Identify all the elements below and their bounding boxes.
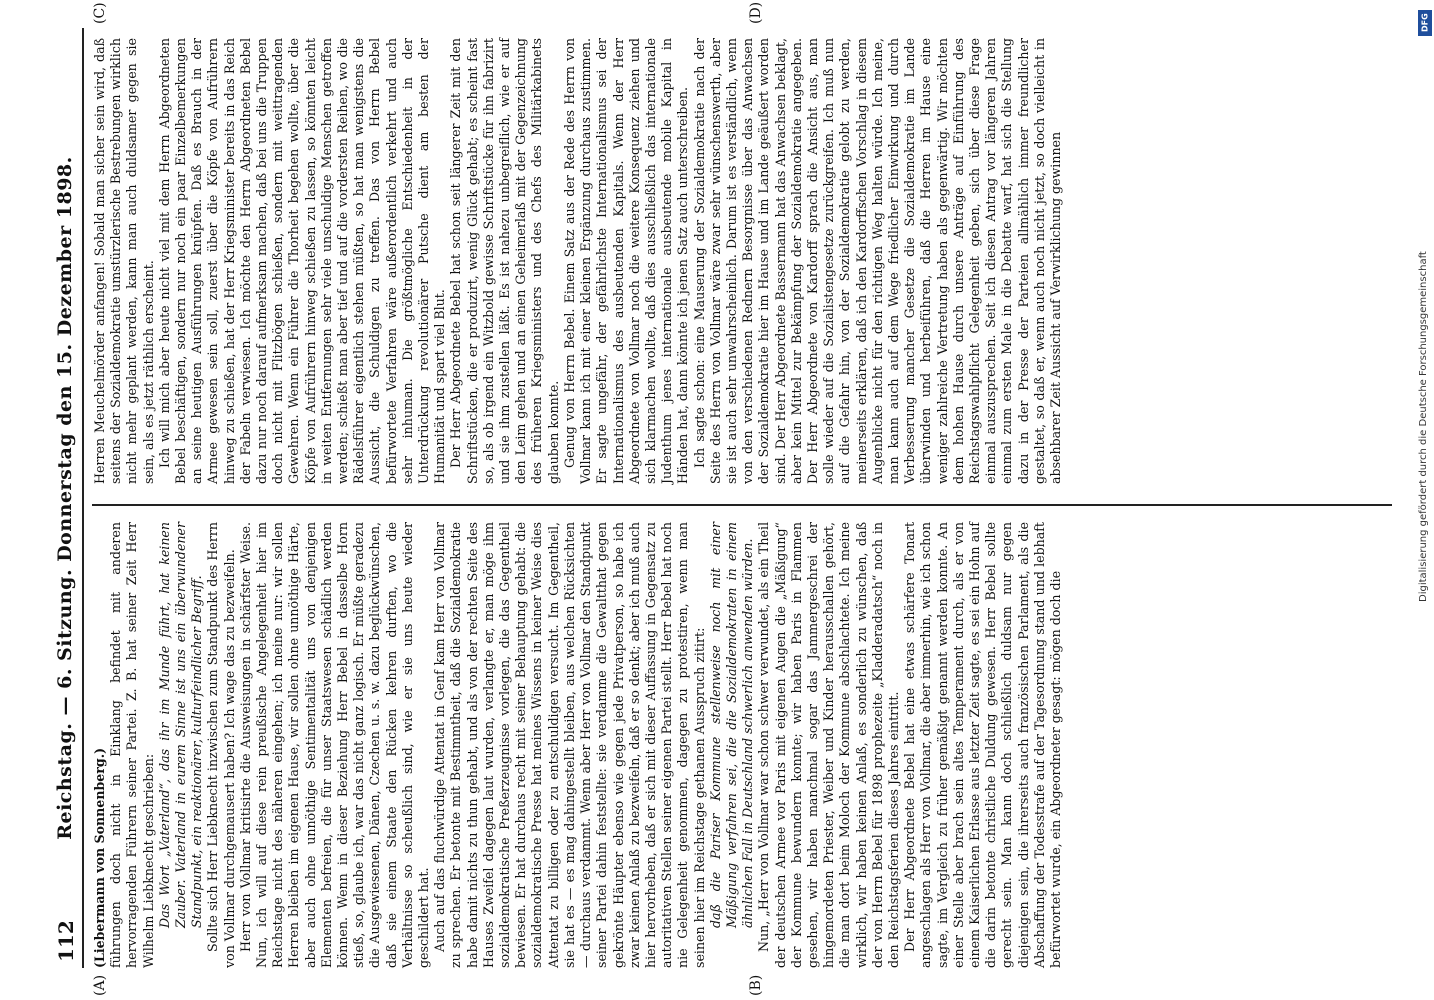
- paragraph: Nun, „Herr von Vollmar war schon schwer verwundet, als ein Theil der deutschen Armee vor Paris mit eigenen Augen die „Mäßigung“ der Kommune bewundern konnte; wir haben Paris in Flammen gesehen, wir haben manchmal sogar das Jammergeschrei der hingemordeten Priester, Weiber und Kinder herausschallen gehört, die man dort beim Moloch der Kommune abschlachtete. Ich meine wirklich, wir haben keinen Anlaß, es sonderlich zu wünschen, daß der von Herrn Bebel für 1898 prophezeite „Kladderadatsch“ noch in den Reichstagsferien dieses Jahres eintritt.: [756, 522, 901, 968]
- paragraph: Herr von Vollmar kritisirte die Ausweisungen in schärfster Weise. Nun, ich will auf diese rein preußische Angelegenheit hier im Reichstage nicht des näheren eingehen; ich meine nur: wir sollen Herren bleiben im eigenen Hause, wir sollen ohne unnöthige Härte, aber auch ohne unnöthige Sentimentalität uns von denjenigen Elementen befreien, die für unser Staatswesen schädlich werden können. Wenn in dieser Beziehung Herr Bebel in dasselbe Horn stieß, so, glaube ich, war das nicht ganz logisch. Er müßte geradezu die Ausgewiesenen, Dänen, Czechen u. s. w. dazu beglückwünschen, daß sie einem Staate den Rücken kehren durften, wo die Verhältnisse so scheußlich sind, wie er sie uns heute wieder geschildert hat.: [237, 522, 432, 968]
- paragraph: Der Herr Abgeordnete Bebel hat schon seit längerer Zeit mit den Schriftstücken, die er produzirt, wenig Glück gehabt; es scheint fast so, als ob irgend ein Witzbold gewisse Schriftstücke für ihn fabrizirt und sie ihm zustellen läßt. Es ist nahezu unbegreiflich, wie er auf den Leim gehen und an einen Geheimerlaß mit der Gegenzeichnung des früheren Kriegsministers und des Chefs des Militärkabinets glauben konnte.: [448, 38, 561, 484]
- margin-marker-b: (B): [748, 974, 764, 996]
- paragraph: Der Herr Abgeordnete Bebel hat eine etwas schärfere Tonart angeschlagen als Herr von Vollmar, die aber immerhin, wie ich schon sagte, im Vergleich zu früher gemäßigt genannt werden konnte. An einer Stelle aber brach sein altes Temperament durch, als er von einem Kaiserlichen Erlasse aus letzter Zeit sagte, es sei ein Hohn auf die darin betonte christliche Duldung gewesen. Herr Bebel sollte gerecht sein. Man kann doch schließlich duldsam nur gegen diejenigen sein, die ihrerseits auch französischen Parlament, als die Abschaffung der Todesstrafe auf der Tagesordnung stand und lebhaft befürwortet wurde, ein Abgeordneter gesagt: mögen doch die: [902, 522, 1063, 968]
- watermark-text: Digitalisierung gefördert durch die Deutsche Forschungsgemeinschaft: [1418, 251, 1429, 602]
- page-header: [48, 28, 84, 968]
- paragraph: Ich sagte schon: eine Mauserung der Sozialdemokratie nach der Seite des Herrn von Vollmar wäre zwar sehr wünschenswerth, aber sie ist auch sehr unwahrscheinlich. Darum ist es verständlich, wenn von den verschiedenen Rednern Besorgnisse über das Anwachsen der Sozialdemokratie hier im Hause und im Lande geäußert worden sind. Der Herr Abgeordnete Bassermann hat das Anwachsen beklagt, aber kein Mittel zur Bekämpfung der Sozialdemokratie angegeben. Der Herr Abgeordnete von Kardorff sprach die Ansicht aus, man solle wieder auf die Sozialistengesetze zurückgreifen. Ich muß nun auf die Gefahr hin, von der Sozialdemokratie gelobt zu werden, meinerseits erklären, daß ich den Kardorffschen Vorschlag in diesem Augenblicke nicht für den richtigen Weg halten würde. Ich meine, man kann auch auf dem Wege friedlicher Einwirkung und durch Verbesserung mancher Gesetze die Sozialdemokratie im Lande überwinden und herbeiführen, daß die Herren im Hause eine weniger zahlreiche Vertretung haben als gegenwärtig. Wir möchten dem hohen Hause durch unsere Anträge auf Einführung des Reichstagswahlpflicht Gelegenheit geben, sich über diese Frage einmal auszusprechen. Seit ich diesen Antrag vor längeren Jahren einmal zum ersten Male in die Debatte warf, hat sich die Stellung dazu in der Presse der Parteien allmählich immer freundlicher gestaltet, so daß er, wenn auch noch nicht jetzt, so doch vielleicht in absehbarer Zeit Aussicht auf Verwirklichung gewinnen: [691, 38, 1063, 484]
- paragraph: Sollte sich Herr Liebknecht inzwischen zum Standpunkt des Herrn von Vollmar durchgemausert haben? Ich wage das zu bezweifeln.: [205, 522, 237, 968]
- paragraph: Auch auf das fluchwürdige Attentat in Genf kam Herr von Vollmar zu sprechen. Er betonte mit Bestimmtheit, daß die Sozialdemokratie habe damit nichts zu thun gehabt, und als von der rechten Seite des Hauses Zweifel dagegen laut wurden, verlangte er, man möge ihm sozialdemokratische Preßerzeugnisse vorlegen, die das Gegentheil bewiesen. Er hat durchaus recht mit seiner Behauptung gehabt: die sozialdemokratische Presse hat meines Wissens in keiner Weise dies Attentat zu billigen oder zu entschuldigen versucht. Im Gegentheil, sie hat es — es mag dahingestellt bleiben, aus welchen Rücksichten — durchaus verdammt. Wenn aber Herr von Vollmar den Standpunkt seiner Partei dahin feststellte: sie verdamme die Gewaltthat gegen gekrönte Häupter ebenso wie gegen jede Privatperson, so habe ich zwar keinen Anlaß zu bezweifeln, daß er so denkt; aber ich muß auch hier hervorheben, daß er sich mit dieser Auffassung in Gegensatz zu autoritativen Stellen seiner eigenen Partei stellt. Herr Bebel hat noch nie Gelegenheit genommen, dagegen zu protestiren, wenn man seinen hier im Reichstage gethanen Ausspruch zitirt:: [432, 522, 707, 968]
- right-column: [92, 38, 1392, 484]
- margin-marker-d: (D): [748, 1, 764, 24]
- margin-marker-a: (A): [92, 974, 108, 996]
- paragraph: Das Wort „Vaterland“, das ihr im Munde führt, hat keinen Zauber. Vaterland in eurem Sinne ist uns ein überwundener Standpunkt, ein reaktionärer, kulturfeindlicher Begriff.: [156, 522, 205, 928]
- paragraph: daß die Pariser Kommune stellenweise noch mit einer Mäßigung verfahren sei, die die Sozialdemokraten in einem ähnlichen Fall in Deutschland schwerlich anwenden würden.: [707, 522, 756, 928]
- left-column: [92, 522, 1392, 968]
- paragraph: Herren Meuchelmörder anfangen! Sobald man sicher sein wird, daß seitens der Sozialdemokratie umstürzlerische Bestrebungen wirklich nicht mehr geplant werden, kann man auch duldsamer gegen sie sein, als es jetzt räthlich erscheint.: [92, 38, 156, 484]
- paragraph: Ich will mich aber heute nicht viel mit dem Herrn Abgeordneten Bebel beschäftigen, sondern nur noch ein paar Einzelbemerkungen an seine heutigen Ausführungen knüpfen. Daß es Brauch in der Armee gewesen sein soll, zuerst über die Köpfe von Aufrührern hinweg zu schießen, hat der Herr Kriegsminister bereits in das Reich der Fabeln verwiesen. Ich möchte den Herrn Abgeordneten Bebel dazu nur noch darauf aufmerksam machen, daß bei uns die Truppen doch nicht mit Flitzbögen schießen, sondern mit weittragenden Gewehren. Wenn ein Führer die Thorheit begehen wollte, über die Köpfe von Aufrührern hinweg schießen zu lassen, so könnten leicht in weiten Entfernungen sehr viele unschuldige Menschen getroffen werden; schießt man aber tief und auf die vordersten Reihen, wo die Rädelsführer eigentlich stehen müßten, so hat man wenigstens die Aussicht, die Schuldigen zu treffen. Das von Herrn Bebel befürwortete Verfahren wäre außerordentlich verkehrt und auch sehr inhuman. Die größtmögliche Entschiedenheit in der Unterdrückung revolutionärer Putsche dient am besten der Humanität und spart viel Blut.: [156, 38, 448, 484]
- page-number: 112: [54, 920, 78, 962]
- dfg-badge: DFG: [1418, 10, 1432, 36]
- column-divider: [92, 504, 1392, 506]
- paragraph: Genug von Herrn Bebel. Einem Satz aus der Rede des Herrn von Vollmar kann ich mit einer kleinen Ergänzung durchaus zustimmen. Er sagte ungefähr, der gefährlichste Internationalismus sei der Internationalismus des ausbeutenden Kapitals. Wenn der Herr Abgeordnete von Vollmar noch die weitere Konsequenz ziehen und sich klarmachen wollte, daß dies ausschließlich das internationale Judenthum jenes internationale ausbeutende mobile Kapital in Händen hat, dann könnte ich jenen Satz auch unterschreiben.: [561, 38, 691, 484]
- dfg-watermark: [1418, 6, 1432, 994]
- speaker-name: (Liebermann von Sonnenberg.): [92, 747, 107, 968]
- page-title: Reichstag. — 6. Sitzung. Donnerstag den 15. Dezember 1898.: [54, 156, 76, 840]
- rotated-page: [48, 1, 1408, 996]
- paragraph: führungen doch nicht in Einklang befindet mit anderen hervorragenden Führern seiner Partei. Z. B. hat seiner Zeit Herr Wilhelm Liebknecht geschrieben:: [108, 522, 156, 968]
- margin-marker-c: (C): [92, 2, 108, 24]
